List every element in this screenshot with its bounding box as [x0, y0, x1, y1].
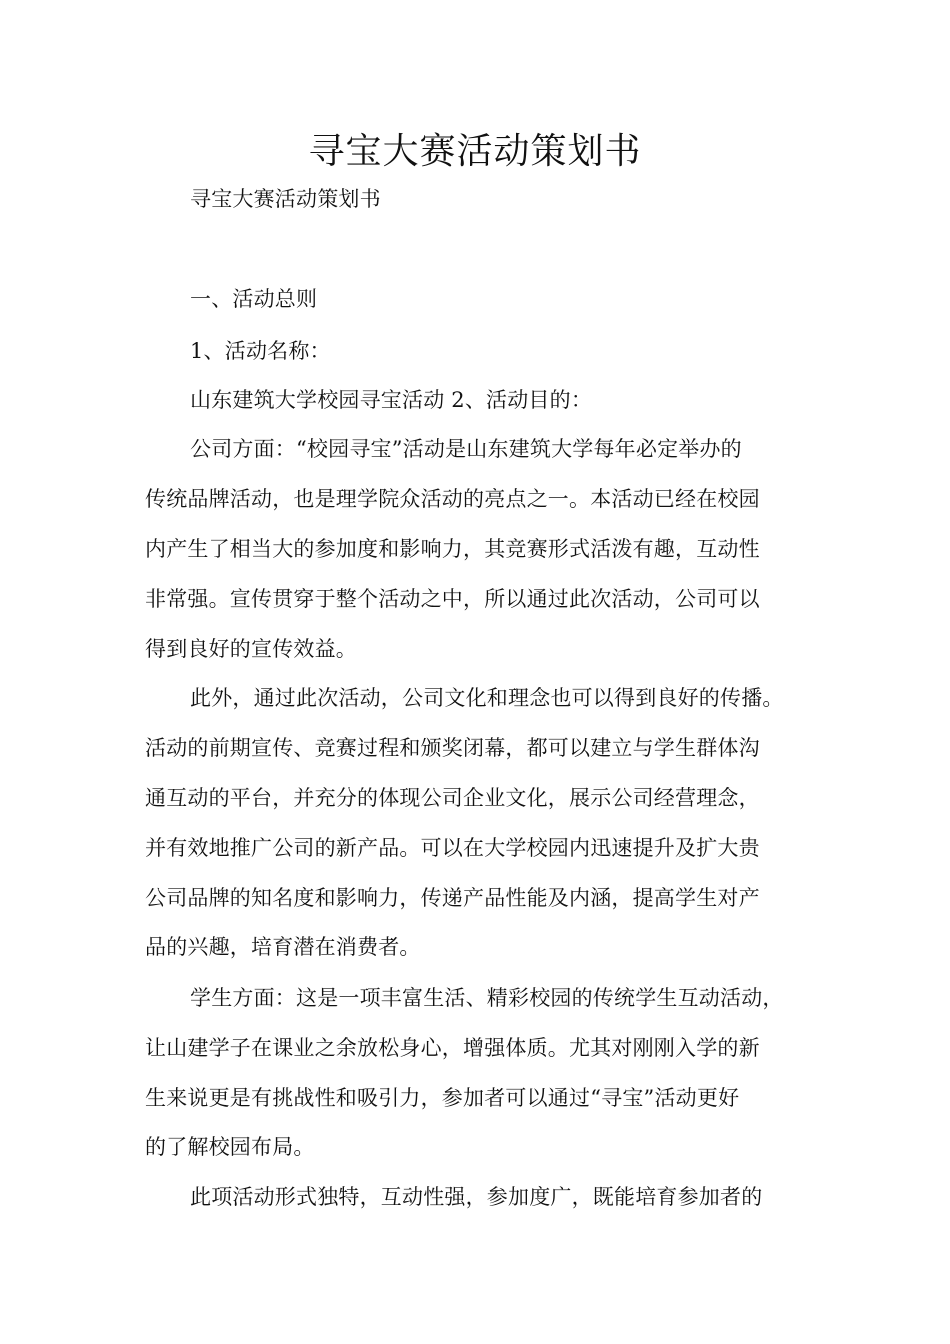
paragraph-line: 此项活动形式独特，互动性强，参加度广，既能培育参加者的 — [190, 1185, 763, 1209]
subtitle-line: 寻宝大赛活动策划书 — [190, 187, 381, 211]
paragraph-line: 的了解校园布局。 — [145, 1135, 315, 1159]
paragraph-line: 通互动的平台，并充分的体现公司企业文化，展示公司经营理念， — [145, 786, 760, 810]
paragraph-line: 得到良好的宣传效益。 — [145, 637, 357, 661]
document-title: 寻宝大赛活动策划书 — [308, 131, 642, 172]
paragraph-line: 传统品牌活动，也是理学院众活动的亮点之一。本活动已经在校园 — [145, 487, 760, 511]
body-line: 山东建筑大学校园寻宝活动 2、活动目的： — [190, 388, 593, 412]
paragraph-line: 活动的前期宣传、竞赛过程和颁奖闭幕，都可以建立与学生群体沟 — [145, 736, 760, 760]
paragraph-line: 内产生了相当大的参加度和影响力，其竞赛形式活泼有趣，互动性 — [145, 537, 760, 561]
section-heading: 一、活动总则 — [190, 287, 318, 311]
body-line: 1、活动名称： — [190, 339, 331, 363]
paragraph-line: 此外，通过此次活动，公司文化和理念也可以得到良好的传播。 — [190, 686, 784, 710]
paragraph-line: 公司品牌的知名度和影响力，传递产品性能及内涵，提高学生对产 — [145, 886, 760, 910]
paragraph-line: 品的兴趣，培育潜在消费者。 — [145, 935, 421, 959]
paragraph-line: 并有效地推广公司的新产品。可以在大学校园内迅速提升及扩大贵 — [145, 836, 760, 860]
paragraph-line: 公司方面：“校园寻宝”活动是山东建筑大学每年必定举办的 — [190, 437, 742, 461]
paragraph-line: 学生方面：这是一项丰富生活、精彩校园的传统学生互动活动， — [190, 986, 784, 1010]
paragraph-line: 生来说更是有挑战性和吸引力，参加者可以通过“寻宝”活动更好 — [145, 1086, 740, 1110]
paragraph-line: 非常强。宣传贯穿于整个活动之中，所以通过此次活动，公司可以 — [145, 587, 760, 611]
paragraph-line: 让山建学子在课业之余放松身心，增强体质。尤其对刚刚入学的新 — [145, 1036, 760, 1060]
